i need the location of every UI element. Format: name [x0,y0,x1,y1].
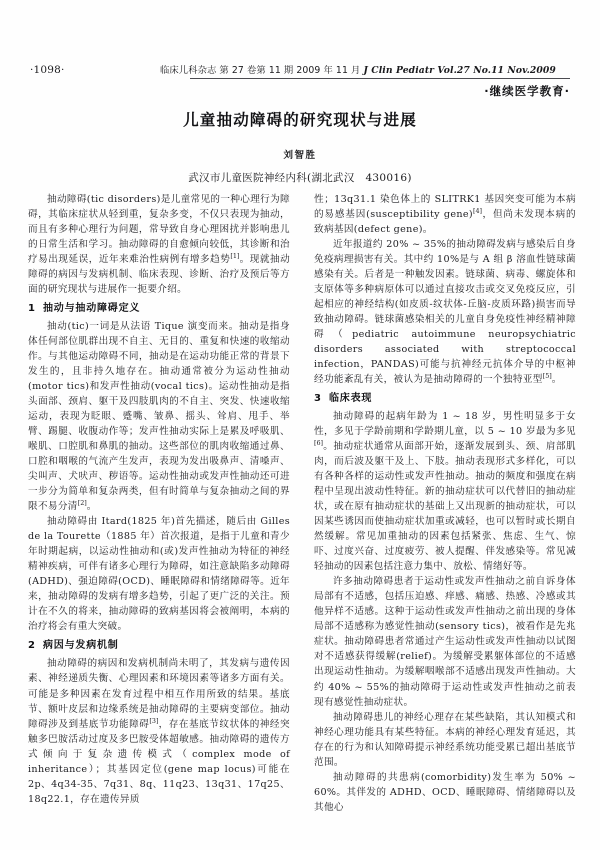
article-affiliation: 武汉市儿童医院神经内科(湖北武汉 430016) [188,172,412,185]
paragraph-text-tail: ，但尚未发现本病的致病基因(defect gene)。 [314,209,576,236]
paragraph-text: 抽动障碍(tic disorders)是儿童常见的一种心理行为障碍，其临床症状从轻到重，复杂多变，不仅只表现为抽动，而且有多种心理行为问题，常导致自身心理困扰并影响患儿的日常生活和学习。抽动障碍的自愈倾向较低，其诊断和治疗易出现延误，近年来难治性病例有增多趋势 [28,194,290,266]
paragraph-text-tail: 。抽动症状通常从面部开始，逐渐发展到头、颈、肩部肌肉，而后波及躯干及上、下肢。抽动表现形式多样化，可以有各种各样的运动性或发声性抽动。抽动的频度和强度在病程中呈现出波动性特征。新的抽动症状可以代替旧的抽动症状，或在原有抽动症状的基础上又出现新的抽动症状，可以因某些诱因而使抽动症状加重或减轻，也可以暂时或长期自然缓解。常见加重抽动的因素包括紧张、焦虑、生气、惊吓、过度兴奋、过度疲劳、被人提醒、伴发感染等。常见减轻抽动的因素包括注意力集中、放松、情绪好等。 [314,441,576,573]
paragraph: 抽动障碍的共患病(comorbidity)发生率为 50% ~ 60%。其伴发的 ADHD、OCD、睡眠障碍、情绪障碍以及其他心 [314,771,576,813]
paragraph-text: 抽动障碍的起病年龄为 1 ~ 18 岁，男性明显多于女性，多见于学龄前期和学龄期儿童，以 5 ~ 10 岁最为多见 [314,411,576,438]
paragraph [314,237,576,387]
reference-marker: [3] [149,716,159,725]
paragraph [28,192,290,297]
page-folio: ·1098· [30,64,65,76]
paragraph [28,319,290,514]
paragraph-text: 性；13q31.1 染色体上的 SLITRK1 基因突变可能为本病的易感基因(susceptibility gene) [314,194,576,221]
section-title: 病因与发病机制 [43,640,119,652]
paragraph: 抽动障碍由 Itard(1825 年)首先描述，随后由 Gilles de la Tourette（1885 年）首次报道，是指于儿童和青少年时期起病，以运动性抽动和(或)发声性抽动为特征的神经精神疾病，可伴有诸多心理行为障碍，如注意缺陷多动障碍(ADHD)、强迫障碍(OCD)、睡眠障碍和情绪障碍等。近年来，抽动障碍的发病有增多趋势，引起了更广泛的关注。预计在不久的将来，抽动障碍的致病基因将会被阐明，本病的治疗将会有重大突破。 [28,516,290,633]
column-right [314,192,576,832]
paragraph [28,656,290,806]
paragraph-text: 近年报道约 20% ~ 35%的抽动障碍发病与感染后自身免疫病理损害有关。其中约 10%是与 A 组 β 溶血性链球菌感染有关。后者是一种触发因素。链球菌、病毒、螺旋体和支原体等多种病原体可以通过直接攻击或交叉免疫反应，引起相应的神经结构(如皮质-纹状体-丘脑-皮质环路)损害而导致抽动障碍。链球菌感染相关的儿童自身免疫性神经精神障碍（pediatric autoimmune neuropsychiatric disorders associated with streptococcal infection，PANDAS)可能与抗神经元抗体介导的中枢神经功能紊乱有关，被认为是抽动障碍的一个独特亚型 [314,239,576,386]
section-heading [314,391,576,406]
section-number: 3 [314,393,322,405]
paragraph: 抽动障碍患儿的神经心理存在某些缺陷，其认知模式和神经心理功能具有某些特征。本病的神经心理发育延迟，其存在的行为和认知障碍提示神经系统功能受累已超出基底节范围。 [314,711,576,768]
section-number: 1 [28,303,36,315]
journal-citation-line [160,62,600,76]
reference-marker: [1] [230,251,240,260]
paragraph-text-tail: 。 [551,374,562,386]
column-left [28,192,290,832]
section-kicker: ·继续医学教育· [484,84,570,98]
section-heading [28,638,290,653]
running-head [0,56,600,76]
body-columns [0,192,600,832]
section-title: 抽动与抽动障碍定义 [43,303,141,315]
paragraph: 许多抽动障碍患者于运动性或发声性抽动之前自诉身体局部有不适感，包括压迫感、痒感、痛感、热感、冷感或其他异样不适感。这种于运动性或发声性抽动之前出现的身体局部不适感称为感觉性抽动(sensory tics)，被看作是先兆症状。抽动障碍患者常通过产生运动性或发声性抽动以试图对不适感获得缓解(relief)。为缓解受累躯体部位的不适感出现运动性抽动。为缓解咽喉部不适感出现发声性抽动。大约 40% ~ 55%的抽动障碍于运动性或发声性抽动之前表现有感觉性抽动症状。 [314,576,576,708]
reference-marker: [5] [542,372,552,380]
reference-marker: [6] [314,439,324,448]
header-rule [190,78,570,79]
article-author: 刘智胜 [283,150,317,162]
section-heading [28,301,290,316]
section-number: 2 [28,640,36,652]
article-title: 儿童抽动障碍的研究现状与进展 [183,111,417,129]
journal-citation-cn: 临床儿科杂志 第 27 卷第 11 期 2009 年 11 月 [160,65,361,76]
reference-marker: [4] [473,206,483,215]
paragraph-text-tail: 。现就抽动障碍的病因与发病机制、临床表现、诊断、治疗及预后等方面的研究现状与进展作一扼要介绍。 [28,254,291,296]
paragraph-text-tail: ，存在基底节纹状体的神经突触多巴胺活动过度及多巴胺受体超敏感。抽动障碍的遗传方式倾向于复杂遗传模式（complex mode of inheritance）；其基因定位(gene map locus)可能在 2p、4q34-35、7q31、8q、11q23、13q31、17q25、18q22.1，存在遗传异质 [28,718,290,805]
paragraph-text: 抽动(tic)一词是从法语 Tique 演变而来。抽动是指身体任何部位肌群出现不自主、无目的、重复和快速的收缩动作。与其他运动障碍不同，抽动是在运动功能正常的背景下发生的，且非持久地存在。抽动通常被分为运动性抽动(motor tics)和发声性抽动(vocal tics)。运动性抽动是指头面部、颈肩、躯干及四肢肌肉的不自主、突发、快速收缩运动，表现为眨眼、蹙嘴、皱鼻、摇头、耸肩、甩手、举臂、踢腿、收腹动作等；发声性抽动实际上是累及呼吸肌、喉肌、口腔肌和鼻肌的抽动。这些部位的肌肉收缩通过鼻、口腔和咽喉的气流产生发声，表现为发出吸鼻声、清嗓声、尖叫声、犬吠声、秽语等。运动性抽动或发声性抽动还可进一步分为简单和复杂两类，但有时简单与复杂抽动之间的界限不易分清 [28,321,290,513]
paragraph [314,192,576,237]
paragraph-text-tail: 。 [86,501,97,513]
paragraph [314,409,576,574]
title-block [0,110,600,185]
paragraph-text: 抽动障碍的病因和发病机制尚未明了，其发病与遗传因素、神经递质失衡、心理因素和环境因素等诸多方面有关。可能是多种因素在发育过程中相互作用所致的结果。基底节、额叶皮层和边缘系统是抽动障碍的主要病变部位。抽动障碍涉及到基底节功能障碍 [28,658,290,730]
journal-citation-en: J Clin Pediatr Vol.27 No.11 Nov.2009 [363,65,556,76]
section-title: 临床表现 [329,393,373,405]
reference-marker: [2] [77,499,87,508]
